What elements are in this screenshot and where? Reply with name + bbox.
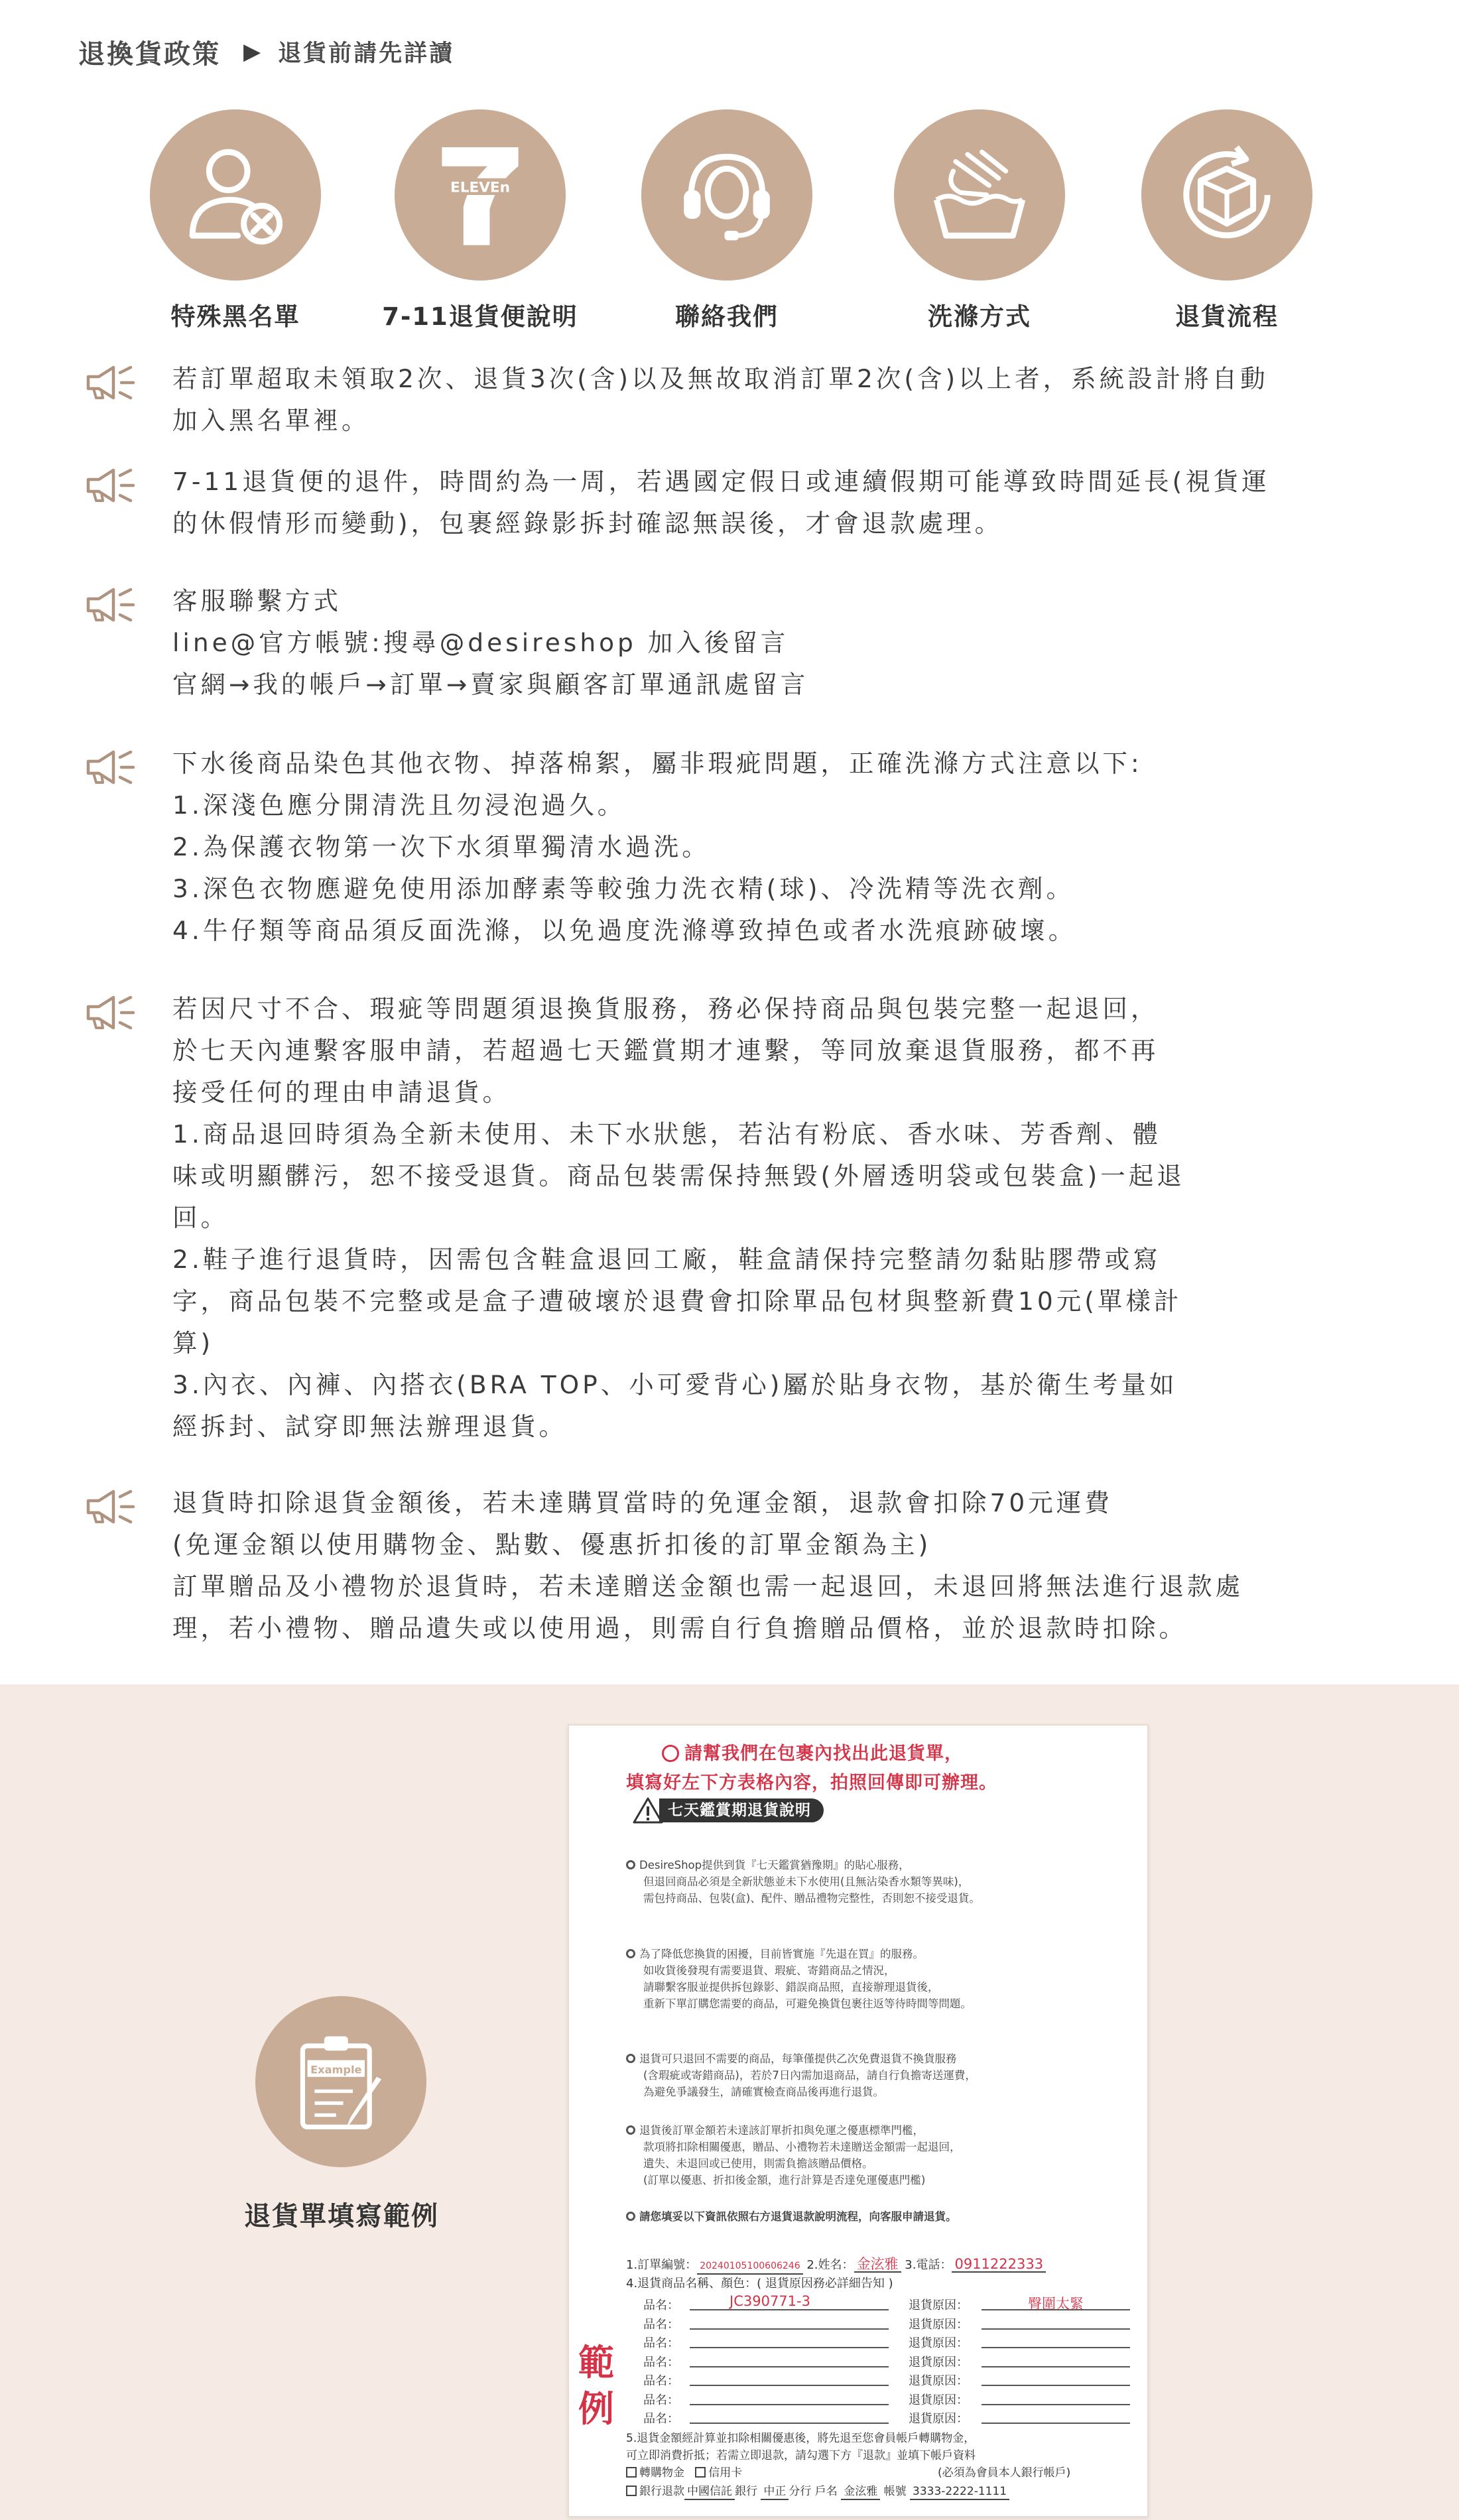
card-paragraph-line: 退貨後訂單金額若未達該訂單折扣與免運之優惠標準門檻， (626, 2122, 1130, 2139)
bullet-icon (626, 1860, 635, 1869)
card-paragraph-line: (訂單以優惠、折扣後金額，進行計算是否達免運優惠門檻) (643, 2174, 926, 2186)
notice-line: 理，若小禮物、贈品遺失或以使用過，則需自行負擔贈品價格，並於退款時扣除。 (172, 1613, 1187, 1643)
notice-line: 算) (172, 1328, 214, 1357)
return-form-example-section (0, 1684, 1459, 2520)
notice-line: 訂單贈品及小禮物於退貨時，若未達贈送金額也需一起退回，未退回將無法進行退款處 (172, 1572, 1243, 1601)
bullet-icon (626, 1949, 635, 1958)
return-item-row: 品名： 退貨原因： (643, 2353, 1134, 2372)
megaphone-icon (83, 992, 137, 1033)
bank-refund-row: 銀行退款 中國信託 銀行 中正 分行 戶名 金泫雅 帳號 3333-2222-1111 (626, 2483, 1143, 2500)
item-name-line[interactable] (690, 2404, 889, 2405)
example-icon-circle (255, 1996, 426, 2167)
bullet-icon (626, 2125, 635, 2135)
notice-line: 下水後商品染色其他衣物、掉落棉絮，屬非瑕疵問題，正確洗滌方式注意以下: (172, 749, 1143, 778)
reason-line[interactable] (982, 2385, 1130, 2386)
card-paragraph-line: 請聯繫客服並提供拆包錄影、錯誤商品照，直接辦理退貨後， (643, 1981, 939, 1993)
card-paragraph (626, 2208, 1130, 2225)
example-badge: Example (310, 2063, 362, 2076)
card-paragraph-line: 遺失、未退回或已使用，則需負擔該贈品價格。 (643, 2157, 873, 2170)
card-paragraph-line: 需包持商品、包裝(盒)、配件、贈品禮物完整性，否則恕不接受退貨。 (643, 1892, 980, 1905)
notice-line: 官網→我的帳戶→訂單→賣家與顧客訂單通訊處留言 (172, 670, 809, 699)
card-tag: 七天鑑賞期退貨說明 (633, 1797, 824, 1824)
card-paragraph-line: DesireShop提供到貨『七天鑑賞猶豫期』的貼心服務， (626, 1857, 1130, 1873)
category-return-process[interactable] (1127, 109, 1326, 332)
clipboard-pencil-icon (281, 2022, 401, 2141)
item-name-line[interactable] (690, 2347, 889, 2348)
notice-line: 退貨時扣除退貨金額後，若未達購買當時的免運金額，退款會扣除70元運費 (172, 1488, 1113, 1517)
card-paragraph-line: 請您填妥以下資訊依照右方退貨退款說明流程，向客服申請退貨。 (626, 2208, 1130, 2225)
bullet-icon (626, 2054, 635, 2063)
card-paragraph (626, 2122, 1130, 2188)
play-arrow-icon: ▶ (243, 38, 261, 65)
notice-line: 味或明顯髒污，恕不接受退貨。商品包裝需保持無毀(外層透明袋或包裝盒)一起退 (172, 1161, 1185, 1190)
reason-line[interactable] (982, 2404, 1130, 2405)
return-item-row: 品名： 退貨原因： JC390771-3 臀圍太緊 (643, 2296, 1134, 2315)
headset-support-icon (667, 135, 787, 255)
card-paragraph-line: 退貨可只退回不需要的商品，每筆僅提供乙次免費退貨不換貨服務 (626, 2050, 1130, 2067)
notice-line: 1.商品退回時須為全新未使用、未下水狀態，若沾有粉底、香水味、芳香劑、體 (172, 1119, 1161, 1149)
return-item-row: 品名： 退貨原因： (643, 2391, 1134, 2410)
return-item-row: 品名： 退貨原因： (643, 2315, 1134, 2334)
category-label: 特殊黑名單 (170, 302, 300, 331)
category-contact[interactable] (627, 109, 826, 332)
card-heading-2: 填寫好左下方表格內容，拍照回傳即可辦理。 (626, 1773, 997, 1793)
notice-line: 客服聯繫方式 (172, 586, 342, 615)
category-blacklist[interactable] (136, 109, 335, 332)
megaphone-icon (83, 747, 137, 788)
card-paragraph-line: 款項將扣除相關優惠，贈品、小禮物若未達贈送金額需一起退回， (643, 2141, 961, 2153)
blacklist-user-icon (176, 135, 295, 255)
item-name-line[interactable] (690, 2309, 889, 2310)
item-name-line[interactable] (690, 2366, 889, 2367)
hand-wash-icon (920, 135, 1039, 255)
return-items-table (643, 2293, 1134, 2428)
card-paragraph-line: 但退回商品必須是全新狀態並未下水使用(且無沾染香水類等異味)， (643, 1875, 970, 1888)
page-title: 退換貨政策 (78, 38, 221, 70)
category-label: 聯絡我們 (675, 302, 779, 331)
notice-line: 2.鞋子進行退貨時，因需包含鞋盒退回工廠，鞋盒請保持完整請勿黏貼膠帶或寫 (172, 1245, 1161, 1274)
card-paragraph (626, 1857, 1130, 1907)
notice-line: 2.為保護衣物第一次下水須單獨清水過洗。 (172, 832, 710, 861)
example-label: 退貨單填寫範例 (244, 2201, 439, 2232)
card-paragraph-line: 重新下單訂購您需要的商品，可避免換貨包裹往返等待時間等問題。 (643, 1997, 972, 2010)
items-header: 4.退貨商品名稱、顏色：( 退貨原因務必詳細告知 ) (626, 2277, 893, 2291)
page-header (78, 32, 454, 72)
notice-line: 3.內衣、內褲、內搭衣(BRA TOP、小可愛背心)屬於貼身衣物，基於衛生考量如 (172, 1370, 1178, 1399)
order-info-row: 1.訂單編號： 20240105100606246 2.姓名： 金泫雅 3.電話： 0911222333 (626, 2256, 1143, 2275)
wallet-checkbox[interactable] (626, 2467, 637, 2478)
card-paragraph-line: 為了降低您換貨的困擾，目前皆實施『先退在買』的服務。 (626, 1946, 1130, 1962)
reason-line[interactable] (982, 2347, 1130, 2348)
notice-line: (免運金額以使用購物金、點數、優惠折扣後的訂單金額為主) (172, 1530, 932, 1559)
notice-line: 若訂單超取未領取2次、退貨3次(含)以及無故取消訂單2次(含)以上者，系統設計將自動 (172, 364, 1269, 393)
item-name-line[interactable] (690, 2423, 889, 2424)
category-label: 洗滌方式 (928, 302, 1031, 331)
reason-line[interactable] (982, 2423, 1130, 2424)
notice-line: 3.深色衣物應避免使用添加酵素等較強力洗衣精(球)、冷洗精等洗衣劑。 (172, 874, 1075, 903)
seven-eleven-logo (420, 135, 540, 255)
bank-refund-checkbox[interactable] (626, 2486, 637, 2496)
credit-card-checkbox[interactable] (695, 2467, 706, 2478)
refund-text-2: 可立即消費折抵；若需立即退款，請勾選下方『退款』並填下帳戶資料 (626, 2449, 976, 2462)
bullet-icon (626, 2212, 635, 2221)
megaphone-icon (83, 1486, 137, 1527)
notice-line: 的休假情形而變動)，包裹經錄影拆封確認無誤後，才會退款處理。 (172, 509, 1003, 538)
item-name-line[interactable] (690, 2328, 889, 2330)
megaphone-icon (83, 362, 137, 403)
notice-line: line@官方帳號:搜尋@desireshop 加入後留言 (172, 628, 789, 657)
reason-line[interactable] (982, 2328, 1130, 2330)
notice-line: 1.深淺色應分開清洗且勿浸泡過久。 (172, 790, 626, 820)
refund-options: 轉購物金 信用卡 (必須為會員本人銀行帳戶) (626, 2464, 1143, 2482)
card-paragraph (626, 2050, 1130, 2100)
card-paragraph-line: 為避免爭議發生，請確實檢查商品後再進行退貨。 (643, 2086, 884, 2098)
notice-line: 於七天內連繫客服申請，若超過七天鑑賞期才連繫，等同放棄退貨服務，都不再 (172, 1036, 1159, 1065)
reason-line[interactable] (982, 2366, 1130, 2367)
example-mark-2: 例 (578, 2387, 614, 2430)
ring-icon (662, 1745, 679, 1762)
notice-line: 加入黑名單裡。 (172, 406, 370, 435)
megaphone-icon (83, 584, 137, 625)
return-item-row: 品名： 退貨原因： (643, 2409, 1134, 2428)
card-paragraph-line: (含瑕疵或寄錯商品)，若於7日內需加退商品，請自行負擔寄送運費， (643, 2069, 976, 2082)
category-icon-row (0, 109, 1459, 338)
item-name-value: JC390771-3 (730, 2293, 810, 2309)
notice-line: 若因尺寸不合、瑕疵等問題須退換貨服務，務必保持商品與包裝完整一起退回， (172, 994, 1159, 1023)
notice-line: 7-11退貨便的退件，時間約為一周，若遇國定假日或連續假期可能導致時間延長(視貨運 (172, 467, 1270, 496)
return-item-row: 品名： 退貨原因： (643, 2371, 1134, 2391)
notice-line: 經拆封、試穿即無法辦理退貨。 (172, 1412, 567, 1441)
notice-line: 字，商品包裝不完整或是盒子遭破壞於退費會扣除單品包材與整新費10元(單樣計 (172, 1287, 1182, 1316)
logo-text: ELEVEn (450, 179, 511, 196)
reason-value: 臀圍太緊 (1028, 2296, 1084, 2312)
return-item-row: 品名： 退貨原因： (643, 2334, 1134, 2353)
card-paragraph (626, 1946, 1130, 2012)
example-mark-1: 範 (578, 2341, 614, 2383)
return-form-card (568, 1724, 1149, 2517)
category-label: 退貨流程 (1175, 302, 1279, 331)
card-paragraph-line: 如收貨後發現有需要退貨、瑕疵、寄錯商品之情況， (643, 1964, 895, 1977)
category-seven-eleven[interactable] (381, 109, 580, 332)
refund-text-1: 5.退貨金額經計算並扣除相關優惠後，將先退至您會員帳戶轉購物金， (626, 2432, 976, 2445)
page-subtitle: 退貨前請先詳讀 (278, 40, 455, 67)
category-label: 7-11退貨便說明 (382, 302, 578, 331)
notice-line: 回。 (172, 1203, 229, 1232)
megaphone-icon (83, 465, 137, 506)
card-heading-1: 請幫我們在包裹內找出此退貨單， (662, 1739, 963, 1765)
category-washing[interactable] (880, 109, 1079, 332)
item-name-line[interactable] (690, 2385, 889, 2386)
return-box-icon (1167, 135, 1287, 255)
notice-line: 接受任何的理由申請退貨。 (172, 1078, 511, 1107)
notice-line: 4.牛仔類等商品須反面洗滌，以免過度洗滌導致掉色或者水洗痕跡破壞。 (172, 916, 1077, 945)
